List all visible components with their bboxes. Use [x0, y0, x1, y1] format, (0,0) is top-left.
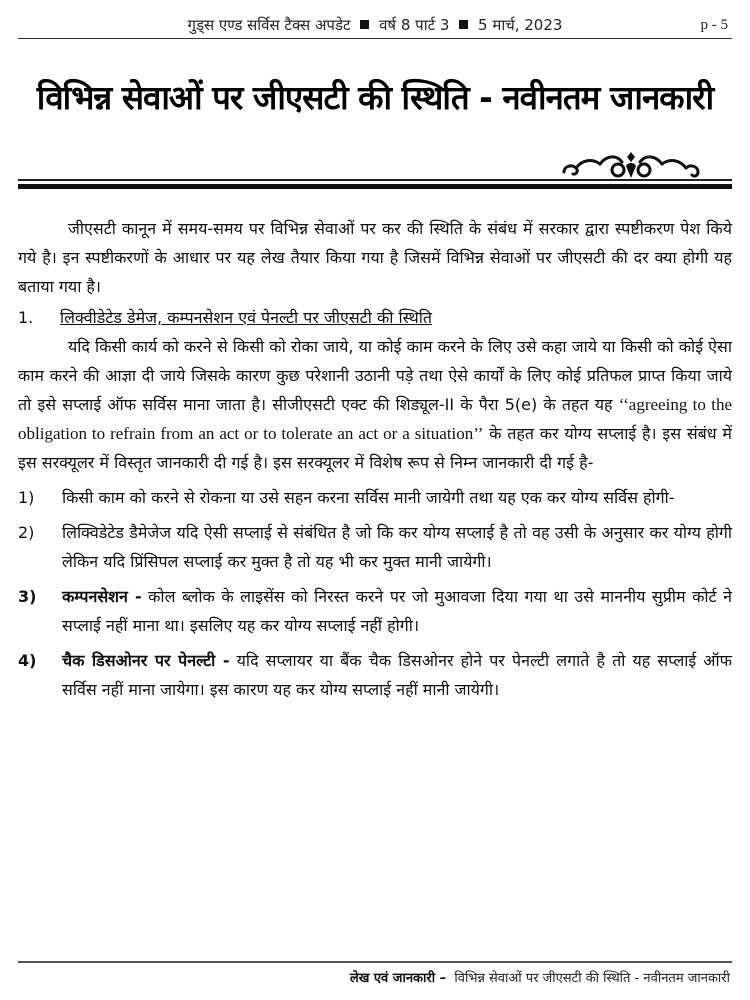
page-number: p - 5: [700, 17, 728, 33]
list-item-text: किसी काम को करने से रोकना या उसे सहन करना सर्विस मानी जायेगी तथा यह एक कर योग्य सर्विस होगी-: [62, 488, 675, 507]
article-title: विभिन्न सेवाओं पर जीएसटी की स्थिति - नवीनतम जानकारी: [36, 78, 714, 117]
list-item-text: लिक्विडेटेड डैमेजेज यदि ऐसी सप्लाई से संबंधित है जो कि कर योग्य सप्लाई है तो वह उसी के अनुसार कर योग्य होगी लेकिन यदि प्रिंसिपल सप्लाई कर मुक्त है तो यह भी कर मुक्त मानी जायेगी।: [62, 523, 732, 571]
running-footer: [350, 968, 730, 986]
section-paragraph-text-b: के तहत कर योग्य सप्लाई है। इस संबंध में इस सरक्यूलर में विस्तृत जानकारी दी गई है। इस सरक्यूलर में विशेष रूप से निम्न जानकारी दी गई है-: [18, 424, 732, 472]
title-rule-thick: [18, 184, 732, 189]
list-item-number: 3): [18, 587, 37, 606]
footer-label: लेख एवं जानकारी –: [349, 971, 447, 986]
volume-info: वर्ष 8 पार्ट 3: [379, 16, 450, 34]
article-body: [18, 214, 732, 704]
section-paragraph: [18, 332, 732, 477]
list-item-lead: कम्पनसेशन -: [62, 587, 142, 606]
list-item: [18, 483, 732, 512]
issue-date: 5 मार्च, 2023: [478, 16, 563, 34]
separator-square-icon: [459, 20, 468, 29]
footer-title: विभिन्न सेवाओं पर जीएसटी की स्थिति - नवीनतम जानकारी: [454, 971, 730, 986]
list-item-number: 4): [18, 651, 37, 670]
list-item: [18, 646, 732, 704]
list-item-lead: चैक डिसओनर पर पेनल्टी -: [62, 651, 230, 670]
running-header: [18, 14, 732, 39]
publication-name: गुड्स एण्ड सर्विस टैक्स अपडेट: [187, 16, 351, 34]
legal-quote: ‘‘agreeing to the obligation to refrain from an act or to tolerate an act or a situation’’: [18, 395, 732, 443]
list-item-text: चैक डिसओनर पर पेनल्टी - यदि सप्लायर या बैंक चैक डिसओनर होने पर पेनल्टी लगाते है तो यह सप्लाई ऑफ सर्विस नहीं माना जायेगा। इस कारण यह कर योग्य सप्लाई नहीं मानी जायेगी।: [62, 651, 733, 699]
title-rule-thin: [18, 179, 732, 181]
list-item: [18, 518, 732, 576]
footer-rule: [18, 961, 732, 963]
list-item: [18, 582, 732, 640]
section-number: 1.: [18, 308, 34, 327]
list-item-text: कम्पनसेशन - कोल ब्लोक के लाइसेंस को निरस्त करने पर जो मुआवजा दिया गया था उसे माननीय सुप्रीम कोर्ट ने सप्लाई नहीं माना था। इसलिए यह कर योग्य सप्लाई नहीं होगी।: [62, 587, 732, 635]
section-heading: [18, 303, 732, 332]
separator-square-icon: [360, 20, 369, 29]
intro-paragraph: जीएसटी कानून में समय-समय पर विभिन्न सेवाओं पर कर की स्थिति के संबंध में सरकार द्वारा स्पष्टीकरण पेश किये गये है। इन स्पष्टीकरणों के आधार पर यह लेख तैयार किया गया है जिसमें विभिन्न सेवाओं पर जीएसटी की दर क्या होगी यह बताया गया है।: [18, 219, 732, 296]
section-title: लिक्वीडेटेड डेमेज, कम्पनसेशन एवं पेनल्टी पर जीएसटी की स्थिति: [60, 308, 433, 327]
header-info: [18, 14, 732, 36]
list-item-number: 2): [18, 523, 35, 542]
list-item-number: 1): [18, 488, 35, 507]
section-paragraph-text-a: यदि किसी कार्य को करने से किसी को रोका जाये, या कोई काम करने के लिए उसे कहा जाये या किसी को कोई ऐसा काम करने की आज्ञा दी जाये जिसके कारण कुछ परेशानी उठानी पड़े तथा ऐसे कार्यों के लिए कोई प्रतिफल प्राप्त किया जाये तो इसे सप्लाई ऑफ सर्विस माना जाता है। सीजीएसटी एक्ट की शिड्यूल-II के पैरा 5(e) के तहत यह: [18, 337, 732, 414]
decorative-flourish-icon: [556, 146, 706, 182]
